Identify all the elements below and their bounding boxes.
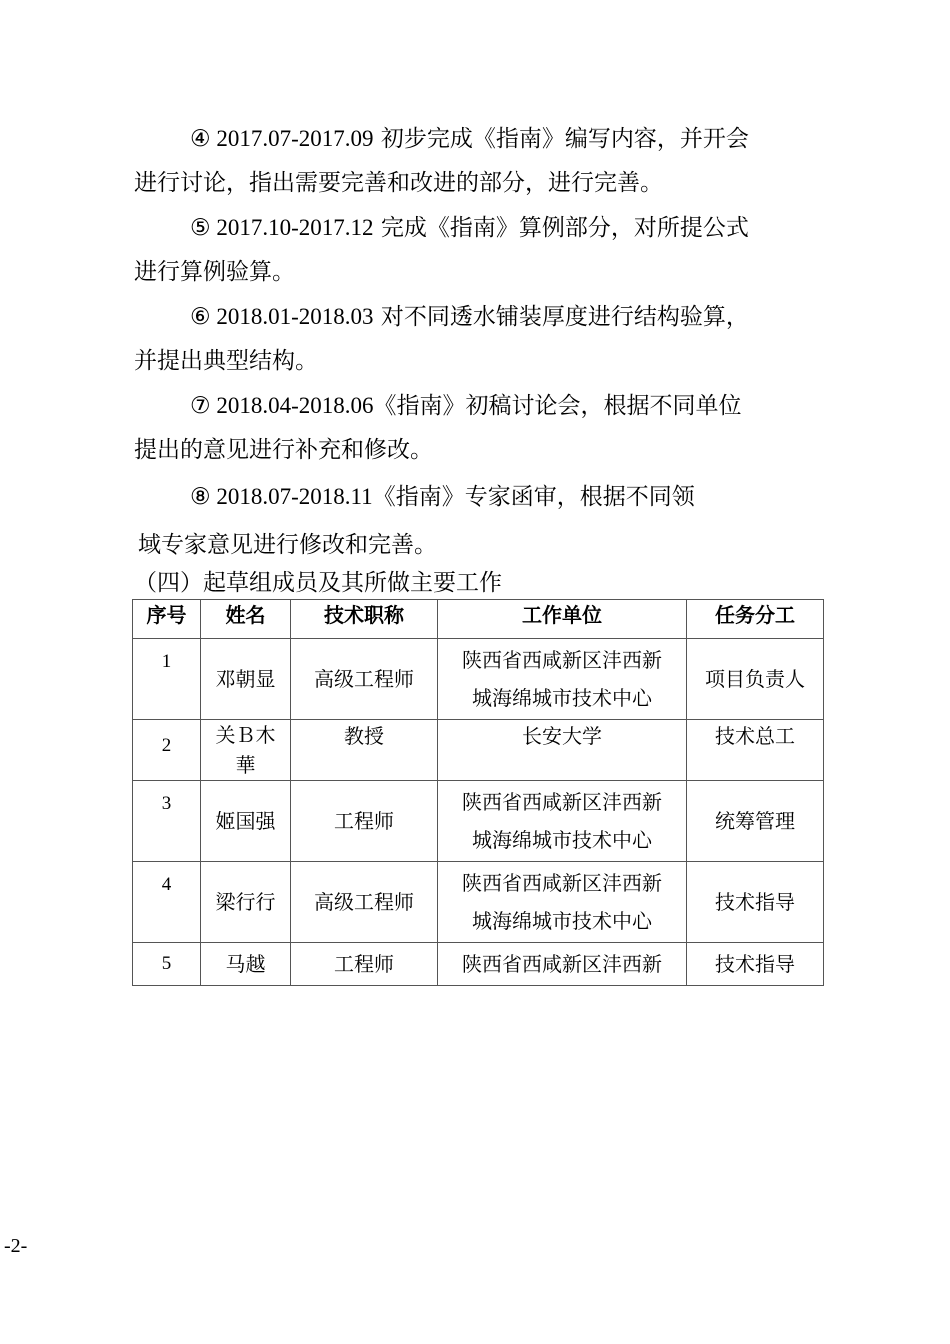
date-range: 2017.07-2017.09 [210,126,374,151]
progress-paragraph-5 [134,206,824,294]
cell-title: 教授 [291,720,438,781]
cell-task: 技术总工 [687,720,824,781]
unit-line-1: 陕西省西咸新区沣西新 [462,871,662,895]
table-row [133,862,824,943]
header-index: 序号 [133,600,201,639]
name-line-1: 关Ｂ木 [215,723,276,747]
date-range: 2017.10-2017.12 [210,215,374,240]
unit-line-2: 城海绵城市技术中心 [472,909,652,933]
header-task: 任务分工 [687,600,824,639]
paragraph-text-continued: 域专家意见进行修改和完善。 [138,532,437,558]
cell-unit: 陕西省西咸新区沣西新 [438,943,687,986]
table-row [133,781,824,862]
circled-number-7: ⑦ [190,393,211,419]
cell-name: 邓朝显 [201,639,291,720]
drafting-team-table [132,599,824,986]
cell-title: 工程师 [291,781,438,862]
cell-task: 项目负责人 [687,639,824,720]
cell-name: 梁行行 [201,862,291,943]
paragraph-text: 《指南》初稿讨论会，根据不同单位 [373,393,742,419]
paragraph-text-continued: 并提出典型结构。 [134,348,318,374]
circled-number-5: ⑤ [190,215,211,241]
cell-unit [438,781,687,862]
cell-index: 3 [133,781,201,862]
cell-task: 技术指导 [687,943,824,986]
circled-number-6: ⑥ [190,304,211,330]
cell-title: 高级工程师 [291,639,438,720]
cell-index: 1 [133,639,201,720]
paragraph-text: 初步完成《指南》编写内容，并开会 [373,126,749,152]
circled-number-4: ④ [190,126,211,152]
table-row [133,639,824,720]
cell-name: 姬国强 [201,781,291,862]
date-range: 2018.04-2018.06 [210,393,374,418]
header-title: 技术职称 [291,600,438,639]
progress-paragraph-4 [134,117,824,205]
cell-task: 技术指导 [687,862,824,943]
header-name: 姓名 [201,600,291,639]
date-range: 2018.01-2018.03 [210,304,374,329]
unit-line-1: 陕西省西咸新区沣西新 [462,790,662,814]
unit-line-1: 陕西省西咸新区沣西新 [462,648,662,672]
cell-task: 统筹管理 [687,781,824,862]
cell-index: 5 [133,943,201,986]
progress-paragraph-8 [134,473,824,569]
paragraph-text: 完成《指南》算例部分，对所提公式 [373,215,749,241]
table-row [133,943,824,986]
cell-index: 4 [133,862,201,943]
cell-unit [438,639,687,720]
paragraph-text-continued: 提出的意见进行补充和修改。 [134,437,433,463]
progress-paragraph-6 [134,295,824,383]
table-header-row [133,600,824,639]
date-range: 2018.07-2018.11 [210,484,373,509]
section-heading: （四）起草组成员及其所做主要工作 [134,570,502,596]
name-line-2: 華 [235,753,256,777]
cell-title: 工程师 [291,943,438,986]
progress-paragraph-7 [134,384,824,472]
page-number: -2- [4,1235,28,1257]
circled-number-8: ⑧ [190,484,211,510]
paragraph-text-continued: 进行算例验算。 [134,259,295,285]
paragraph-text: 《指南》专家函审，根据不同领 [372,484,695,510]
table-row [133,720,824,781]
cell-unit: 长安大学 [438,720,687,781]
cell-unit [438,862,687,943]
cell-name: 马越 [201,943,291,986]
paragraph-text-continued: 进行讨论，指出需要完善和改进的部分，进行完善。 [134,170,663,196]
header-unit: 工作单位 [438,600,687,639]
unit-line-2: 城海绵城市技术中心 [472,686,652,710]
paragraph-text: 对不同透水铺装厚度进行结构验算， [373,304,749,330]
cell-title: 高级工程师 [291,862,438,943]
unit-line-2: 城海绵城市技术中心 [472,828,652,852]
cell-index: 2 [133,720,201,781]
cell-name [201,720,291,781]
